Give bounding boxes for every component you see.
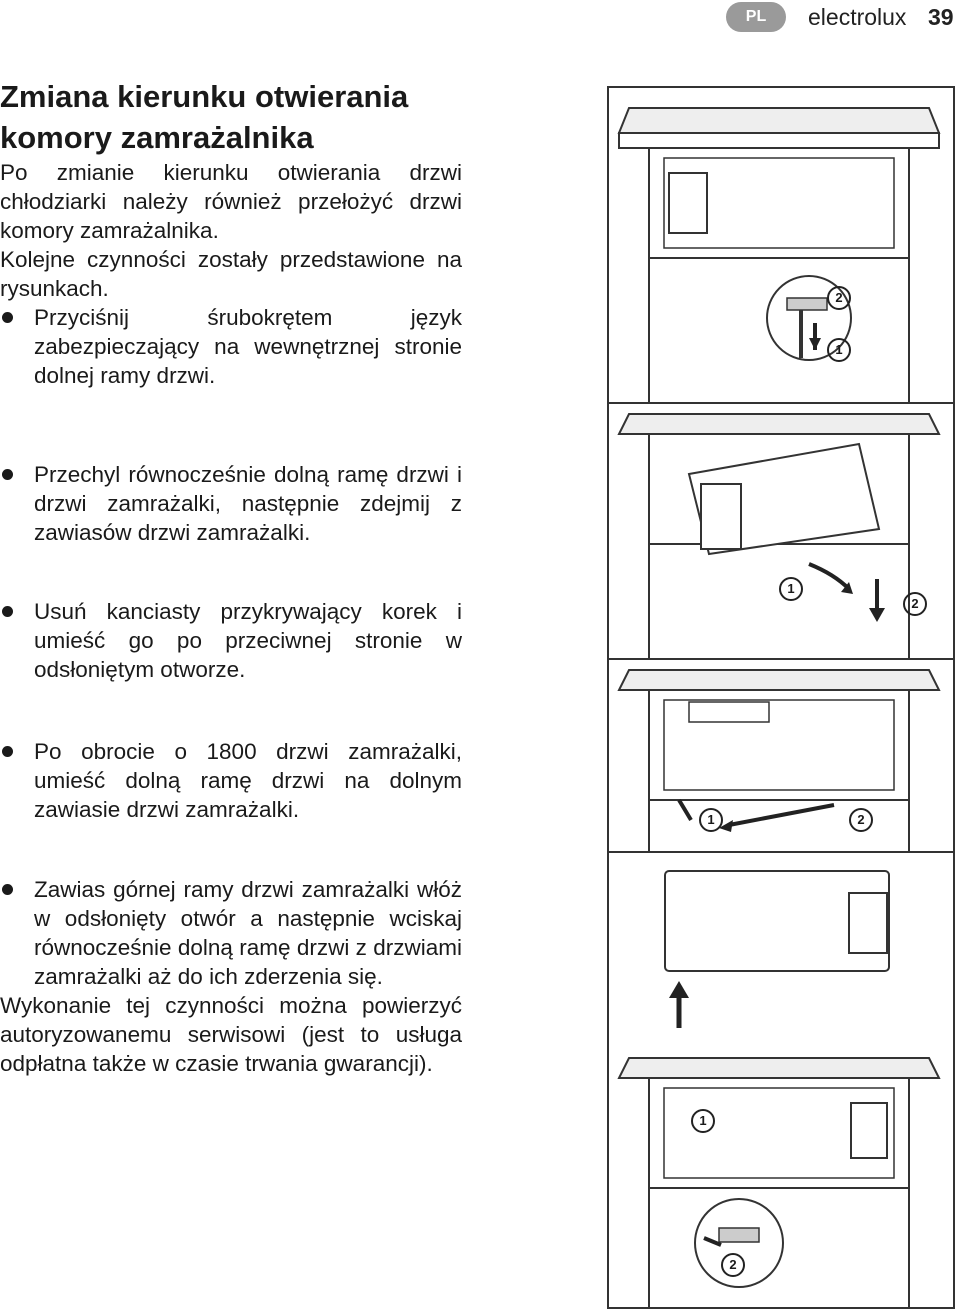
marker-2: 2: [903, 592, 927, 616]
intro-paragraph: Po zmianie kierunku otwierania drzwi chłodziarki należy również przełożyć drzwi komory zamrażalnika.: [0, 160, 462, 243]
marker-2: 2: [721, 1253, 745, 1277]
illustration-step1: [607, 86, 955, 404]
step-text: Zawias górnej ramy drzwi zamrażalki włóż w odsłonięty otwór a następnie wciskaj równocześnie dolną ramę drzwi z drzwiami zamrażalki aż do ich zderzenia się.: [34, 877, 462, 989]
page-header: [0, 0, 960, 36]
step-block: [0, 597, 462, 684]
step-text: Przyciśnij śrubokrętem język zabezpieczający na wewnętrznej stronie dolnej ramy drzwi.: [34, 305, 462, 388]
marker-2: 2: [827, 286, 851, 310]
step-item: [0, 737, 462, 824]
marker-1: 1: [827, 338, 851, 362]
step-block: [0, 737, 462, 824]
bullet-icon: [2, 312, 13, 323]
bullet-icon: [2, 469, 13, 480]
step-text: Przechyl równocześnie dolną ramę drzwi i drzwi zamrażalki, następnie zdejmij z zawiasów drzwi zamrażalki.: [34, 462, 462, 545]
page-number: 39: [928, 4, 954, 30]
illustration-step3: [607, 658, 955, 853]
service-note: Wykonanie tej czynności można powierzyć autoryzowanemu serwisowi (jest to usługa odpłatna także w czasie trwania gwarancji).: [0, 993, 462, 1076]
step-item: [0, 303, 462, 390]
language-badge: PL: [726, 2, 786, 32]
step-block: [0, 460, 462, 547]
step-item: [0, 875, 462, 991]
step-text: Usuń kanciasty przykrywający korek i umieść go po przeciwnej stronie w odsłoniętym otworze.: [34, 599, 462, 682]
marker-1: 1: [779, 577, 803, 601]
marker-1: 1: [691, 1109, 715, 1133]
intro-paragraph: Kolejne czynności zostały przedstawione na rysunkach.: [0, 247, 462, 301]
marker-1: 1: [699, 808, 723, 832]
step-block: [0, 875, 462, 1078]
instructions-column: [0, 76, 462, 390]
marker-2: 2: [849, 808, 873, 832]
brand-name: electrolux: [808, 4, 907, 30]
step-text: Po obrocie o 1800 drzwi zamrażalki, umieść dolną ramę drzwi na dolnym zawiasie drzwi zamrażalki.: [34, 739, 462, 822]
bullet-icon: [2, 746, 13, 757]
illustration-step4: [607, 851, 955, 1309]
section-title: Zmiana kierunku otwierania komory zamrażalnika: [0, 79, 409, 155]
bullet-icon: [2, 606, 13, 617]
step-item: [0, 460, 462, 547]
bullet-icon: [2, 884, 13, 895]
illustration-step2: [607, 402, 955, 660]
step-item: [0, 597, 462, 684]
